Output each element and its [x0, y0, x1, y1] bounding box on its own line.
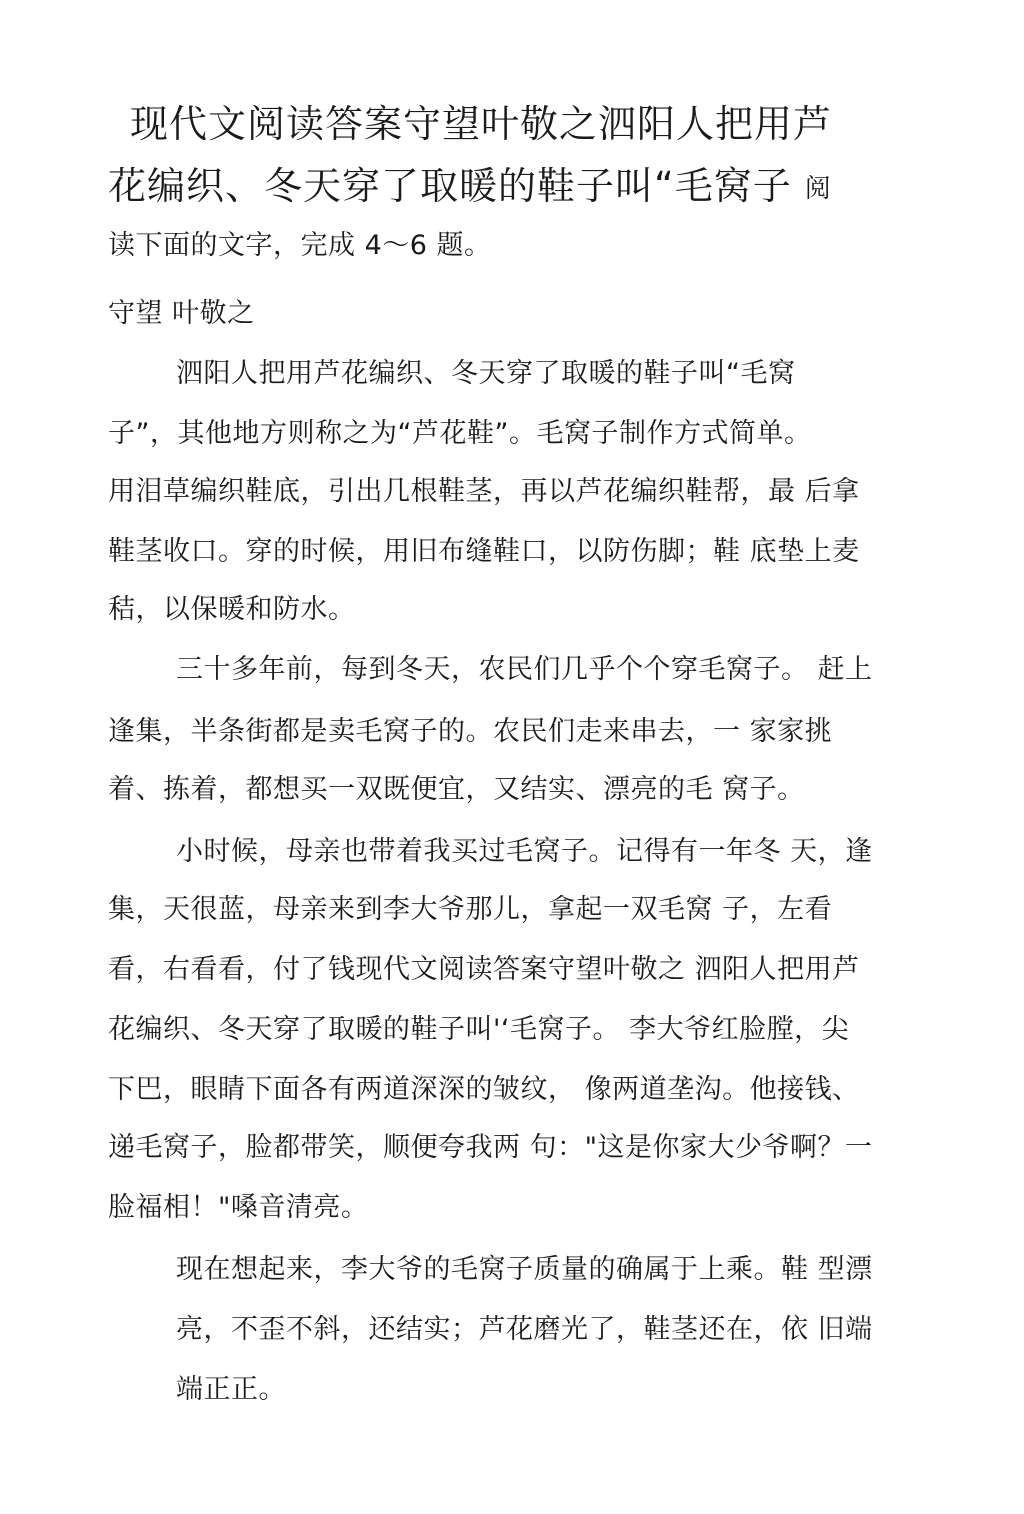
paragraph-2-line-3: 着、拣着，都想买一双既便宜，又结实、漂亮的毛 窝子。 [108, 774, 805, 805]
paragraph-3-line-4: 花编织、冬天穿了取暖的鞋子叫'‘毛窝子。 李大爷红脸膛，尖 [108, 1014, 850, 1045]
paragraph-1-line-1: 泗阳人把用芦花编织、冬天穿了取暖的鞋子叫“毛窝 [176, 358, 796, 389]
paragraph-3-line-5: 下巴，眼睛下面各有两道深深的皱纹， 像两道垄沟。他接钱、 [108, 1074, 860, 1105]
paragraph-4-line-2: 亮，不歪不斜，还结实；芦花磨光了，鞋茎还在，依 旧端 [176, 1314, 873, 1345]
document-title-line-2-tail: 阅 [804, 174, 832, 204]
paragraph-4-line-3: 端正正。 [176, 1374, 286, 1405]
story-heading: 守望 叶敬之 [108, 298, 255, 329]
document-title-line-1: 现代文阅读答案守望叶敬之泗阳人把用芦 [130, 102, 833, 146]
paragraph-1-line-4: 鞋茎收口。穿的时候，用旧布缝鞋口，以防伤脚；鞋 底垫上麦 [108, 536, 860, 567]
paragraph-3-line-3: 看，右看看，付了钱现代文阅读答案守望叶敬之 泗阳人把用芦 [108, 954, 860, 985]
paragraph-1-line-5: 秸，以保暖和防水。 [108, 594, 356, 625]
paragraph-1-line-2: 子”，其他地方则称之为“芦花鞋”。毛窝子制作方式简单。 [108, 418, 812, 449]
paragraph-4-line-1: 现在想起来，李大爷的毛窝子质量的确属于上乘。鞋 型漂 [176, 1254, 873, 1285]
document-title-line-2 [108, 162, 832, 213]
paragraph-2-line-2: 逢集，半条街都是卖毛窝子的。农民们走来串去，一 家家挑 [108, 716, 833, 747]
paragraph-1-line-3: 用泪草编织鞋底，引出几根鞋茎，再以芦花编织鞋帮，最 后拿 [108, 476, 860, 507]
document-title-line-2-text: 花编织、冬天穿了取暖的鞋子叫“毛窝子 [108, 164, 792, 208]
paragraph-3-line-7: 脸福相！"嗓音清亮。 [108, 1192, 369, 1223]
paragraph-2-line-1: 三十多年前，每到冬天，农民们几乎个个穿毛窝子。 赶上 [176, 654, 873, 685]
paragraph-3-line-1: 小时候，母亲也带着我买过毛窝子。记得有一年冬 天，逢 [176, 836, 873, 867]
instruction-text: 读下面的文字，完成 4～6 题。 [108, 230, 492, 261]
paragraph-3-line-2: 集，天很蓝，母亲来到李大爷那儿，拿起一双毛窝 子，左看 [108, 894, 833, 925]
paragraph-3-line-6: 递毛窝子，脸都带笑，顺便夸我两 句："这是你家大少爷啊？一 [108, 1132, 873, 1163]
